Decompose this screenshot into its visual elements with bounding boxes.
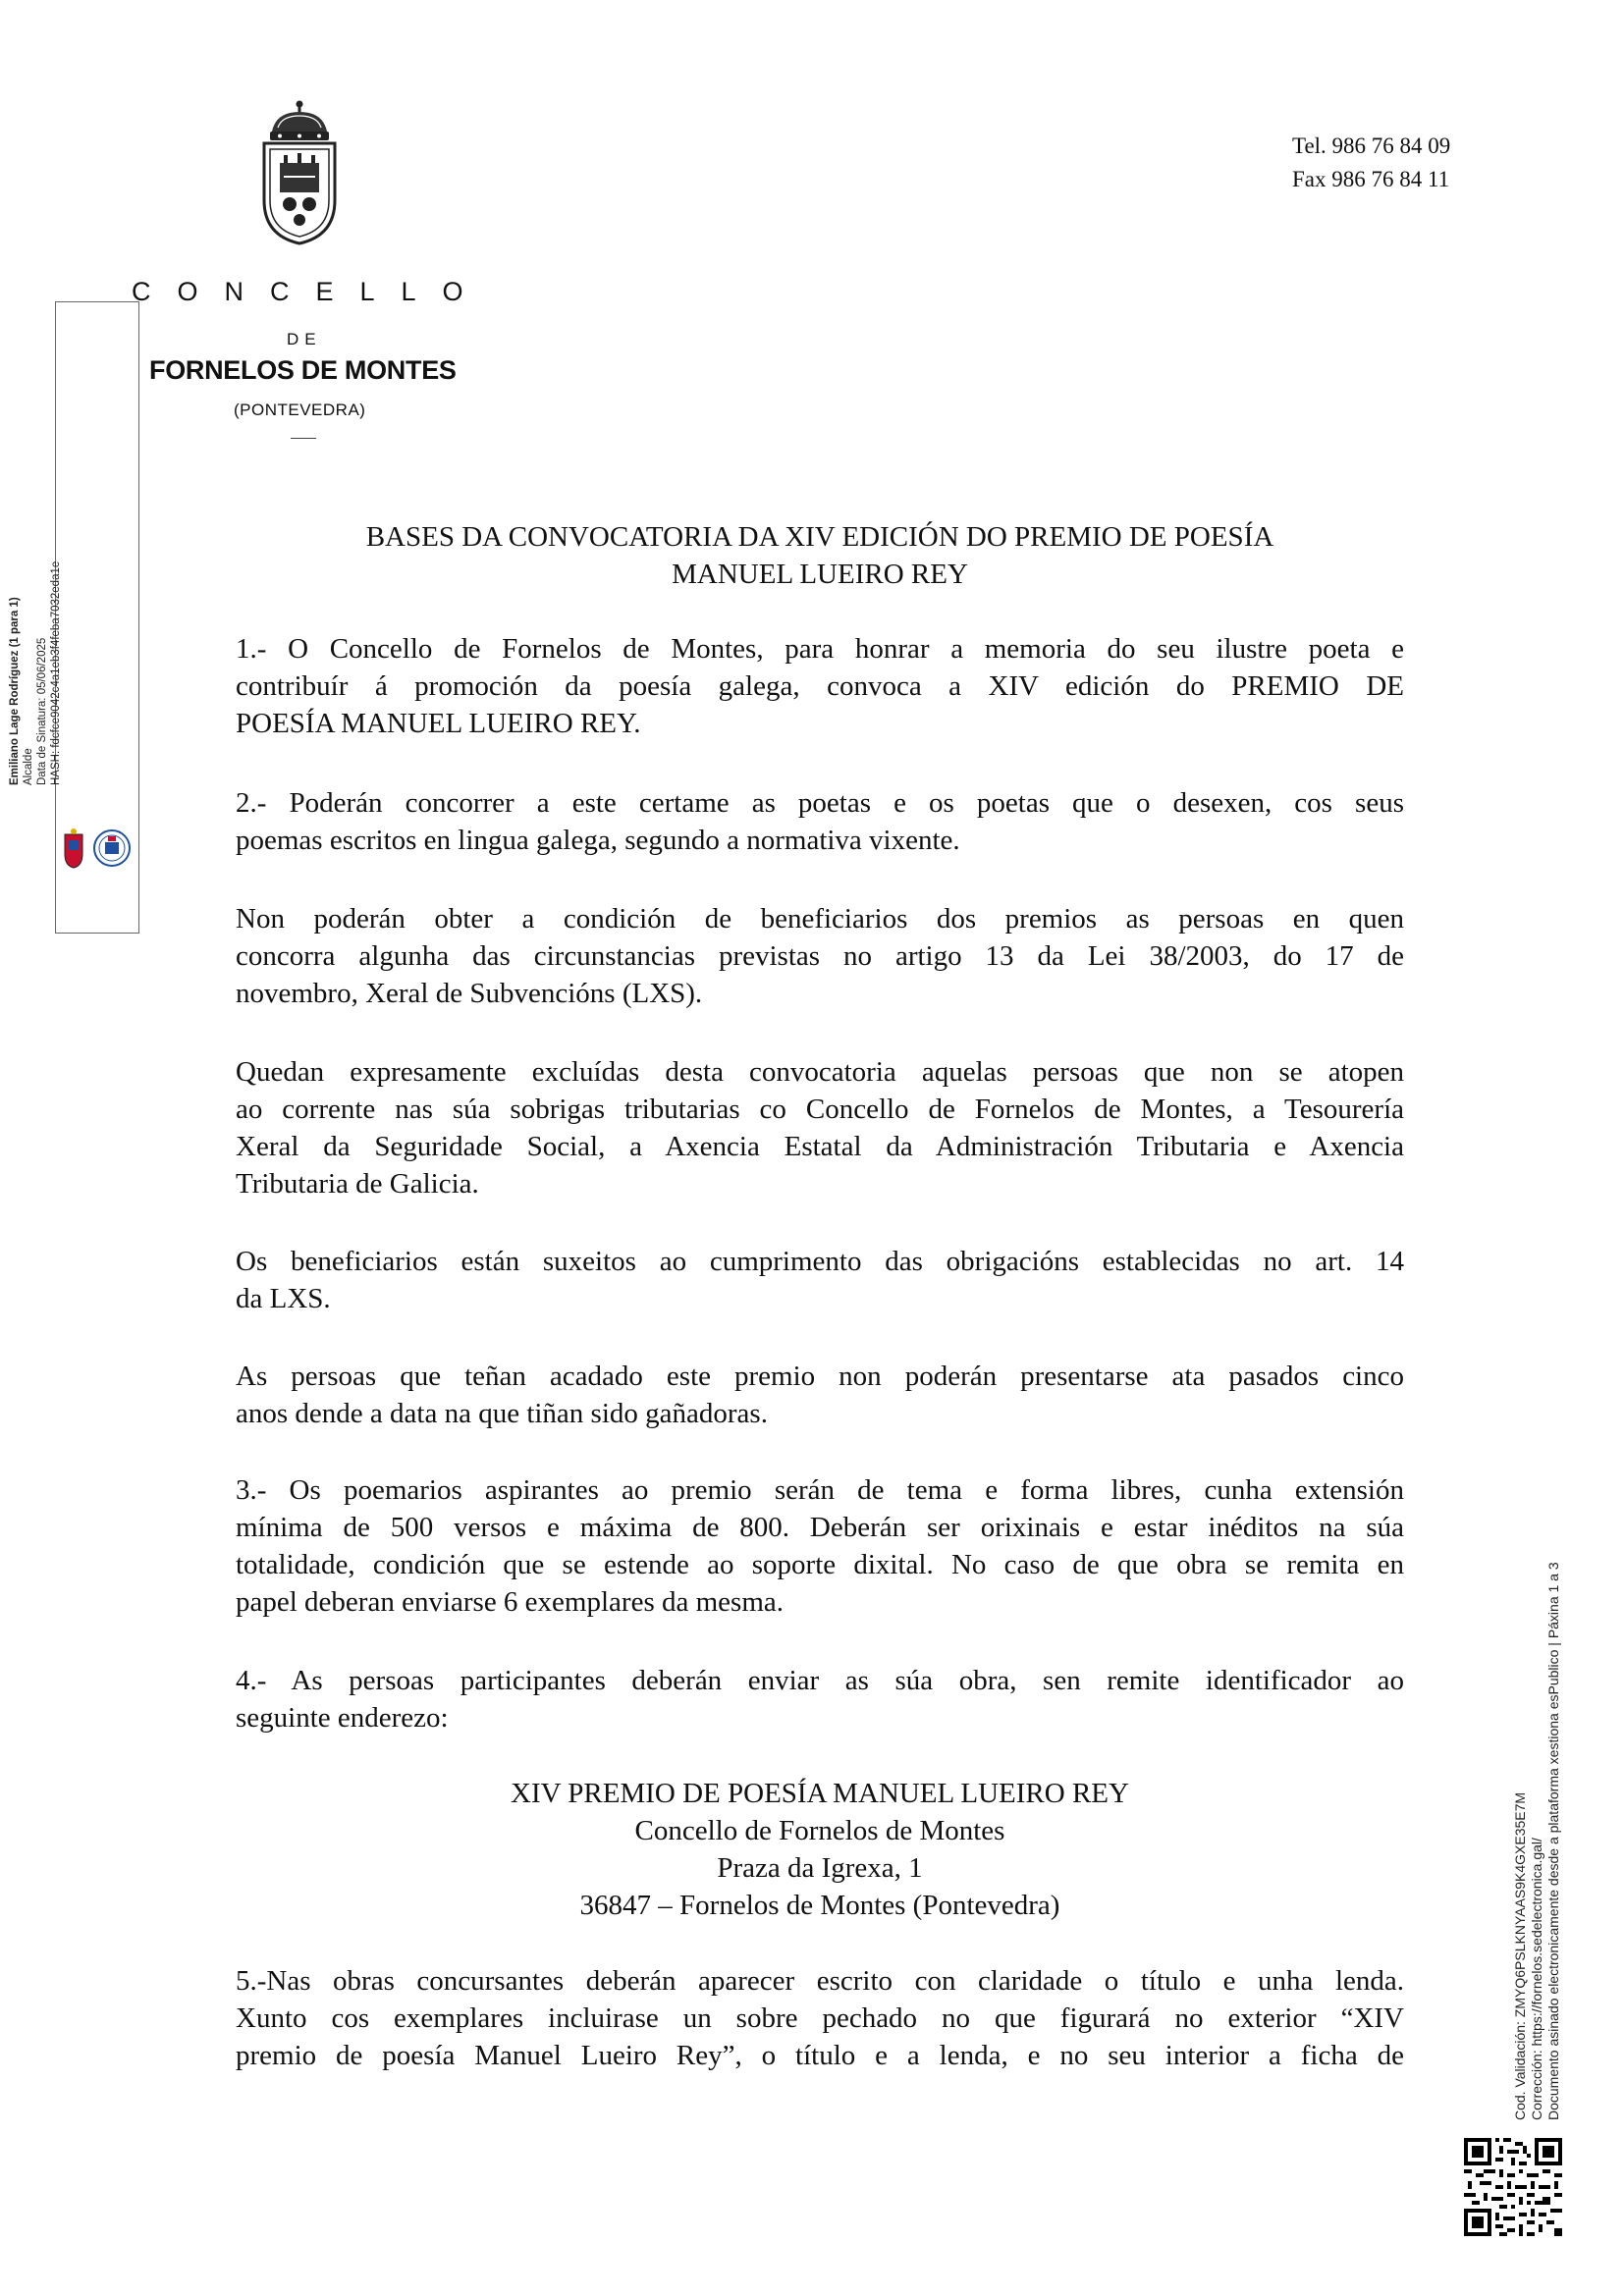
address-line: XIV PREMIO DE POESÍA MANUEL LUEIRO REY [511, 1778, 1129, 1809]
paragraph-line: Xeral da Seguridade Social, a Axencia Estatal da Administración Tributaria e Axencia [236, 1131, 1404, 1162]
validation-verify-url: Corrección: https://fornelos.sedelectronica.gal/ [1529, 1838, 1544, 2120]
address-line: Praza da Igrexa, 1 [717, 1852, 923, 1884]
paragraph-line: Tributaria de Galicia. [236, 1168, 479, 1200]
paragraph-line: 4.- As persoas participantes deberán enviar as súa obra, sen remite identificador ao [236, 1665, 1404, 1696]
paragraph-line: Os beneficiarios están suxeitos ao cumprimento das obrigacións establecidas no art. 14 [236, 1246, 1404, 1277]
paragraph-line: poemas escritos en lingua galega, segundo a normativa vixente. [236, 825, 960, 856]
paragraph-line: concorra algunha das circunstancias previstas no artigo 13 da Lei 38/2003, do 17 de [236, 940, 1404, 972]
paragraph-4 [236, 1053, 1404, 1202]
telephone: Tel. 986 76 84 09 [1292, 133, 1451, 158]
signature-hash: HASH: fdcfce9042c4a1eb3f4feba7032eda1e [50, 561, 62, 785]
signature-text-anchor [9, 561, 122, 785]
paragraph-line: contribuír á promoción da poesía galega, convoca a XIV edición do PREMIO DE [236, 670, 1404, 702]
document-title [236, 518, 1404, 593]
paragraph-line: 5.-Nas obras concursantes deberán aparecer escrito con claridade o título e unha lenda. [236, 1965, 1404, 1997]
paragraph-line: papel deberan enviarse 6 exemplares da mesma. [236, 1586, 784, 1618]
qr-code-icon [1464, 2138, 1562, 2236]
address-line: Concello de Fornelos de Montes [634, 1815, 1005, 1846]
validation-text-anchor [1512, 1562, 1561, 2130]
paragraph-line: As persoas que teñan acadado este premio non poderán presentarse ata pasados cinco [236, 1361, 1404, 1392]
paragraph-1 [236, 630, 1404, 742]
signature-text [8, 275, 63, 785]
validation-code: Cod. Validación: ZMYQ6PSLKNYAAS9K4GXE35E7M [1512, 1791, 1528, 2120]
paragraph-5 [236, 1243, 1404, 1317]
validation-text [1512, 1562, 1562, 2120]
fax: Fax 986 76 84 11 [1292, 167, 1450, 191]
paragraph-9 [236, 1962, 1404, 2074]
signature-date: Data de Sinatura: 05/06/2025 [36, 637, 48, 785]
paragraph-line: 3.- Os poemarios aspirantes ao premio serán de tema e forma libres, cunha extensión [236, 1474, 1404, 1506]
paragraph-line: POESÍA MANUEL LUEIRO REY. [236, 708, 641, 739]
validation-platform: Documento asinado electronicamente desde a plataforma xestiona esPublico | Páxina 1 a 3 [1545, 1562, 1561, 2120]
title-line-1: BASES DA CONVOCATORIA DA XIV EDICIÓN DO PREMIO DE POESÍA [365, 521, 1274, 553]
paragraph-line: Non poderán obter a condición de beneficiarios dos premios as persoas en quen [236, 903, 1404, 934]
paragraph-2 [236, 784, 1404, 859]
paragraph-line: 2.- Poderán concorrer a este certame as poetas e os poetas que o desexen, cos seus [236, 787, 1404, 819]
paragraph-line: Xunto cos exemplares incluirase un sobre pechado no que figurará no exterior “XIV [236, 2002, 1404, 2034]
paragraph-7 [236, 1471, 1404, 1621]
paragraph-line: 1.- O Concello de Fornelos de Montes, para honrar a memoria do seu ilustre poeta e [236, 633, 1404, 665]
paragraph-line: premio de poesía Manuel Lueiro Rey”, o título e a lenda, e no seu interior a ficha de [236, 2040, 1404, 2071]
paragraph-6 [236, 1358, 1404, 1432]
paragraph-line: seguinte enderezo: [236, 1702, 449, 1734]
contact-block [1292, 130, 1450, 196]
paragraph-3 [236, 900, 1404, 1012]
org-name-line2: DE [287, 330, 322, 348]
paragraph-line: Quedan expresamente excluídas desta convocatoria aquelas persoas que non se atopen [236, 1056, 1404, 1088]
org-province: (PONTEVEDRA) [234, 400, 366, 419]
paragraph-line: ao corrente nas súa sobrigas tributarias co Concello de Fornelos de Montes, a Tesourería [236, 1094, 1404, 1125]
signer-name: Emiliano Lage Rodríguez (1 para 1) [9, 597, 21, 785]
paragraph-8 [236, 1662, 1404, 1736]
signature-seal-icon [61, 827, 135, 870]
paragraph-line: totalidade, condición que se estende ao soporte dixital. No caso de que obra se remita en [236, 1549, 1404, 1580]
paragraph-line: da LXS. [236, 1283, 331, 1314]
header-divider [291, 438, 316, 439]
title-line-2: MANUEL LUEIRO REY [672, 559, 968, 590]
paragraph-line: anos dende a data na que tiñan sido gañadoras. [236, 1398, 768, 1429]
signer-role: Alcalde [23, 748, 34, 785]
paragraph-line: novembro, Xeral de Subvencións (LXS). [236, 978, 703, 1009]
org-name-line3: FORNELOS DE MONTES [149, 355, 457, 385]
coat-of-arms-icon [258, 98, 341, 245]
paragraph-line: mínima de 500 versos e máxima de 800. Deberán ser orixinais e estar inéditos na súa [236, 1512, 1404, 1543]
address-line: 36847 – Fornelos de Montes (Pontevedra) [579, 1890, 1060, 1921]
org-name-line1: CONCELLO [132, 277, 490, 306]
postal-address [236, 1775, 1404, 1924]
